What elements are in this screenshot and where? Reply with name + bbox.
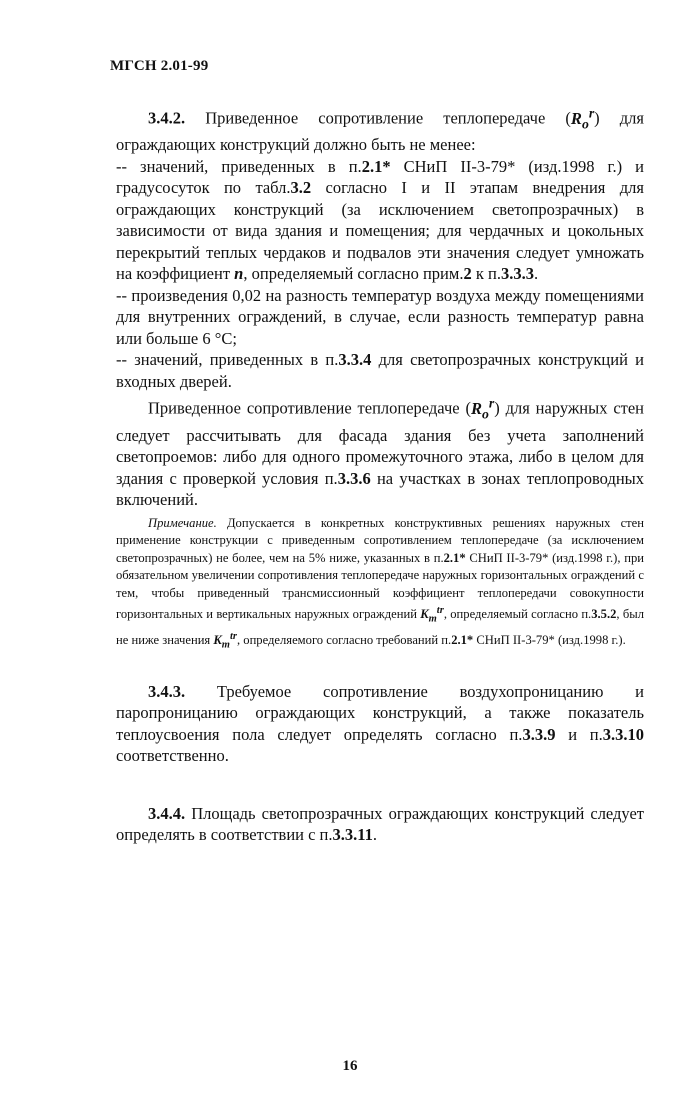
section-3-4-2-paragraph: Приведенное сопротивление теплопередаче $(R_o^r)$ для наружных стен следует рассчитывать для фасада здания без учета заполнений светопроемов: либо для одного промежуточного этажа, либо в целом для здания с проверкой условия п.3.3.6 на участках в зонах теплопроводных включений. [116, 395, 645, 510]
clause-reference: 3.3.6 [337, 468, 371, 488]
clause-reference: 3.3.9 [522, 724, 556, 744]
clause-reference: 3.3.10 [602, 724, 644, 744]
note-label: Примечание. [148, 515, 217, 530]
coefficient-symbol: $K_m^{tr}$ [420, 605, 444, 625]
section-3-4-4: 3.4.4. Площадь светопрозрачных ограждающих конструкций следует определять в соответствии с п.3.3.11. [116, 803, 644, 844]
section-number: 3.4.4. [148, 803, 186, 823]
coefficient-symbol: $K_m^{tr}$ [213, 631, 237, 651]
table-reference: 3.2 [290, 178, 312, 198]
clause-reference: 3.3.4 [338, 350, 372, 370]
clause-reference: 2.1* [361, 156, 391, 176]
resistance-symbol: $R_o^r$ [470, 395, 495, 422]
resistance-symbol: $R_o^r$ [570, 105, 595, 131]
list-item: -- произведения 0,02 на разность температур воздуха между помещениями для внутренних ограждений, в случае, если разность температур равна или больше 6 °С; [116, 285, 644, 348]
clause-reference: 3.3.11 [332, 825, 373, 844]
section-3-4-2-intro: 3.4.2. Приведенное сопротивление теплопередаче $(R_o^r)$ для ограждающих конструкций должно быть не менее: [116, 105, 645, 155]
coefficient-symbol: n [234, 264, 244, 284]
list-item: -- значений, приведенных в п.2.1* СНиП II-3-79* (изд.1998 г.) и градусосуток по табл.3.2 согласно I и II этапам внедрения для ограждающих конструкций (за исключением светопрозрачных) в зависимости от вида здания и помещения; для чердачных и цокольных перекрытий теплых чердаков и подвалов эти значения следует умножать на коэффициент n, определяемый согласно прим.2 к п.3.3.3. [116, 156, 645, 284]
clause-reference: 3.3.3 [500, 264, 534, 284]
section-3-4-3: 3.4.3. Требуемое сопротивление воздухопроницанию и паропроницанию ограждающих конструкций, а также показатель теплоусвоения пола следует определять согласно п.3.3.9 и п.3.3.10 соответственно. [116, 681, 644, 765]
section-number: 3.4.3. [148, 681, 186, 701]
note: Примечание. Допускается в конкретных конструктивных решениях наружных стен применение конструкции с приведенным сопротивлением теплопередаче (за исключением светопрозрачных) не более, чем на 5% ниже, указанных в п.2.1* СНиП II-3-79* (изд.1998 г.), при обязательном увеличении сопротивления теплопередаче наружных горизонтальных ограждений с тем, чтобы приведенный трансмиссионный коэффициент теплопередачи совокупности горизонтальных и вертикальных наружных ограждений $K_m^{tr}$, определяемый согласно п.3.5.2, был не ниже значения $K_m^{tr}$, определяемого согласно требований п.2.1* СНиП II-3-79* (изд.1998 г.). [116, 515, 644, 651]
page-number: 16 [342, 1058, 358, 1074]
page-body [116, 102, 644, 846]
section-number: 3.4.2. [148, 108, 186, 128]
list-item: -- значений, приведенных в п.3.3.4 для светопрозрачных конструкций и входных дверей. [116, 350, 644, 391]
document-code: МГСН 2.01-99 [110, 58, 209, 74]
